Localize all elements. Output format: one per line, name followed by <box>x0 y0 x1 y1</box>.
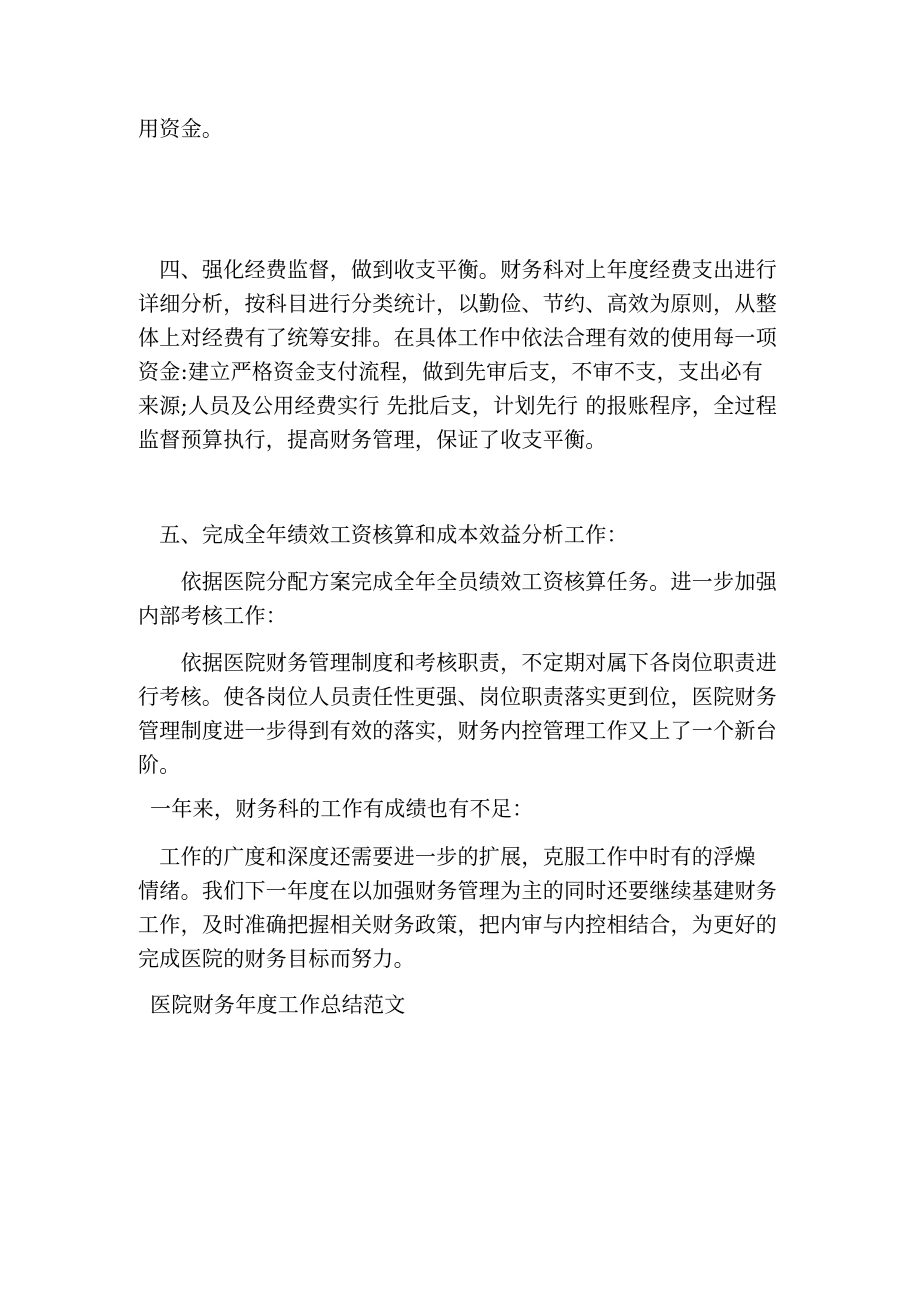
text-line: 阶。 <box>138 753 181 777</box>
text-line: 资金:建立严格资金支付流程，做到先审后支，不审不支，支出必有 <box>138 360 764 384</box>
text-line: 内部考核工作： <box>138 604 288 628</box>
text-line: 详细分析，按科目进行分类统计，以勤俭、节约、高效为原则，从整 <box>138 292 777 316</box>
text-line: 工作的广度和深度还需要进一步的扩展，克服工作中时有的浮燥 <box>138 845 756 869</box>
text-line: 工作，及时准确把握相关财务政策，把内审与内控相结合，为更好的 <box>138 913 777 937</box>
paragraph-year-summary <box>150 792 798 826</box>
paragraph-assessment <box>138 646 786 782</box>
text-line: 完成医院的财务目标而努力。 <box>138 947 415 971</box>
text-line: 五、完成全年绩效工资核算和成本效益分析工作： <box>138 523 628 547</box>
text-line: 情绪。我们下一年度在以加强财务管理为主的同时还要继续基建财务 <box>138 879 777 903</box>
document-title-footer <box>150 988 798 1022</box>
paragraph-performance-pay <box>138 565 786 633</box>
text-line: 体上对经费有了统筹安排。在具体工作中依法合理有效的使用每一项 <box>138 326 777 350</box>
paragraph-section-four <box>138 253 786 457</box>
paragraph-fund-usage-end <box>138 112 786 146</box>
text-line: 用资金。 <box>138 117 224 141</box>
text-line: 一年来，财务科的工作有成绩也有不足： <box>150 797 534 821</box>
paragraph-shortcomings <box>138 840 786 976</box>
paragraph-section-five-heading <box>138 518 786 552</box>
text-line: 四、强化经费监督，做到收支平衡。财务科对上年度经费支出进行 <box>138 258 777 282</box>
text-line: 依据医院财务管理制度和考核职责，不定期对属下各岗位职责进 <box>138 651 777 675</box>
text-line: 行考核。使各岗位人员责任性更强、岗位职责落实更到位，医院财务 <box>138 685 777 709</box>
text-line: 管理制度进一步得到有效的落实，财务内控管理工作又上了一个新台 <box>138 719 777 743</box>
text-line: 来源;人员及公用经费实行 先批后支，计划先行 的报账程序，全过程 <box>138 394 778 418</box>
text-line: 依据医院分配方案完成全年全员绩效工资核算任务。进一步加强 <box>138 570 777 594</box>
text-line: 医院财务年度工作总结范文 <box>150 993 406 1017</box>
text-line: 监督预算执行，提高财务管理，保证了收支平衡。 <box>138 428 607 452</box>
